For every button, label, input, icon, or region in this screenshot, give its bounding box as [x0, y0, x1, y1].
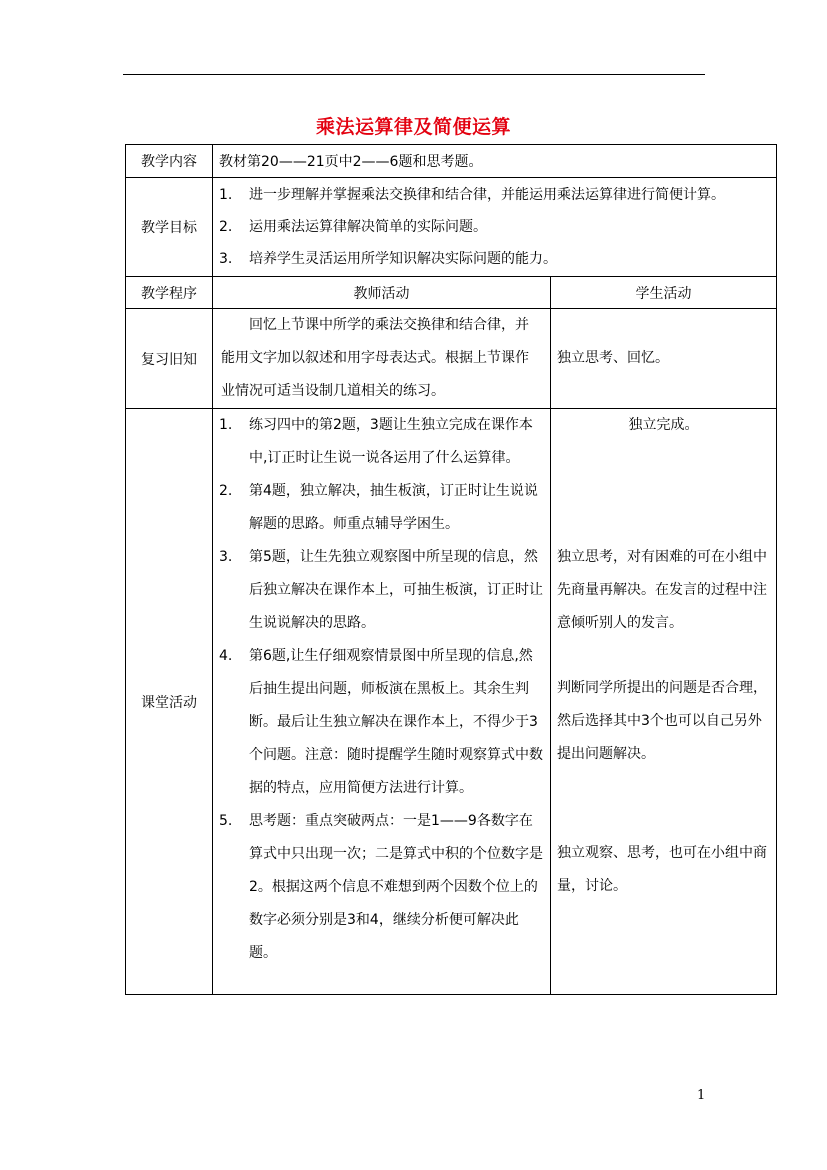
goals-cell — [213, 178, 777, 277]
item-number: 2. — [219, 219, 233, 235]
item-number: 3. — [219, 549, 233, 565]
list-item — [213, 805, 550, 970]
review-teacher-text: 回忆上节课中所学的乘法交换律和结合律，并能用文字加以叙述和用字母表达式。根据上节课作业情况可适当设制几道相关的练习。 — [221, 317, 529, 399]
classroom-label: 课堂活动 — [126, 409, 213, 995]
list-item — [213, 211, 776, 243]
review-student-cell — [551, 309, 777, 409]
list-item — [213, 475, 550, 541]
item-text: 运用乘法运算律解决简单的实际问题。 — [249, 219, 487, 235]
review-teacher-cell — [213, 309, 551, 409]
content-label: 教学内容 — [126, 145, 213, 178]
item-text: 培养学生灵活运用所学知识解决实际问题的能力。 — [249, 251, 557, 267]
page-title: 乘法运算律及简便运算 — [315, 116, 511, 138]
goals-label: 教学目标 — [126, 178, 213, 277]
review-label: 复习旧知 — [126, 309, 213, 409]
classroom-student-cell — [551, 409, 777, 995]
classroom-teacher-list — [213, 409, 550, 970]
item-number: 3. — [219, 251, 233, 267]
list-item — [213, 541, 550, 640]
content-text: 教材第20——21页中2——6题和思考题。 — [213, 145, 777, 178]
item-text: 第4题，独立解决，抽生板演，订正时让生说说解题的思路。师重点辅导学困生。 — [249, 483, 538, 532]
list-item — [213, 640, 550, 805]
item-number: 1. — [219, 187, 233, 203]
student-activity-1: 独立完成。 — [628, 417, 699, 433]
goals-row — [126, 178, 777, 277]
classroom-teacher-cell — [213, 409, 551, 995]
header-procedure: 教学程序 — [126, 277, 213, 309]
item-text: 练习四中的第2题，3题让生独立完成在课作本中,订正时让生说一说各运用了什么运算律。 — [249, 417, 533, 466]
review-row — [126, 309, 777, 409]
item-text: 思考题：重点突破两点：一是1——9各数字在算式中只出现一次；二是算式中积的个位数字是2。根据这两个信息不难想到两个因数个位上的数字必须分别是3和4，继续分析便可解决此题。 — [249, 813, 543, 961]
student-activity-2: 独立思考，对有困难的可在小组中先商量再解决。在发言的过程中注意倾听别人的发言。 — [557, 549, 767, 631]
student-activity-4: 独立观察、思考，也可在小组中商量，讨论。 — [557, 845, 767, 894]
item-text: 进一步理解并掌握乘法交换律和结合律，并能运用乘法运算律进行简便计算。 — [249, 187, 725, 203]
list-item — [213, 179, 776, 211]
item-number: 1. — [219, 417, 233, 433]
item-number: 4. — [219, 648, 233, 664]
review-student-text: 独立思考、回忆。 — [557, 350, 669, 366]
goals-list — [213, 179, 776, 275]
item-text: 第6题,让生仔细观察情景图中所呈现的信息,然后抽生提出问题，师板演在黑板上。其余生判断。最后让生独立解决在课作本上，不得少于3个问题。注意：随时提醒学生随时观察算式中数据的特点，应用简便方法进行计算。 — [249, 648, 543, 796]
header-teacher: 教师活动 — [213, 277, 551, 309]
item-number: 5. — [219, 813, 233, 829]
header-row — [126, 277, 777, 309]
list-item — [213, 243, 776, 275]
item-text: 第5题，让生先独立观察图中所呈现的信息，然后独立解决在课作本上，可抽生板演，订正时让生说说解决的思路。 — [249, 549, 543, 631]
header-rule — [123, 74, 705, 75]
lesson-plan-table — [125, 144, 777, 995]
list-item — [213, 409, 550, 475]
item-number: 2. — [219, 483, 233, 499]
classroom-row — [126, 409, 777, 995]
page-number: 1 — [697, 1088, 706, 1103]
student-activity-3: 判断同学所提出的问题是否合理，然后选择其中3个也可以自己另外提出问题解决。 — [557, 680, 767, 762]
header-student: 学生活动 — [551, 277, 777, 309]
content-row — [126, 145, 777, 178]
